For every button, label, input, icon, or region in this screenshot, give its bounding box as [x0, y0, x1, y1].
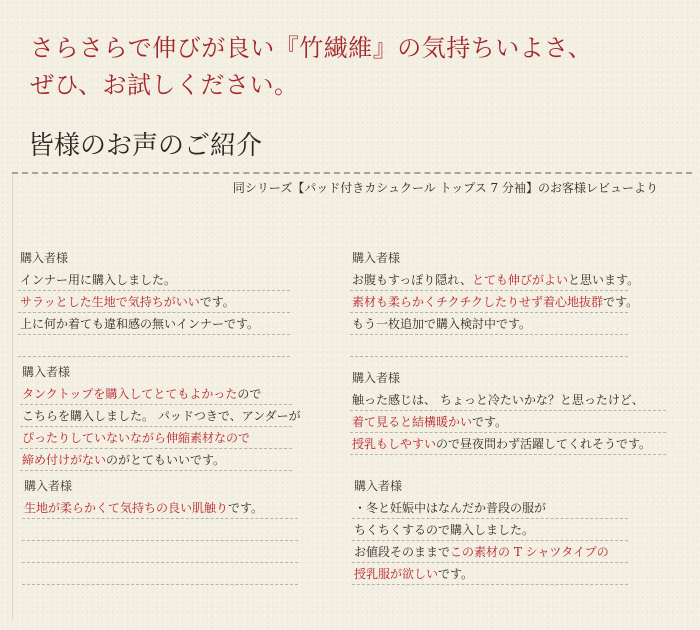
- headline-line-1: さらさらで伸びが良い『竹繊維』の気持ちいよさ、: [30, 34, 593, 62]
- review-text: [18, 270, 290, 357]
- page-frame-left: [12, 172, 13, 620]
- review-line: [350, 336, 628, 357]
- review-text-segment: 上に何か着ても違和感の無いインナーです。: [20, 317, 260, 331]
- review-line: [18, 292, 290, 313]
- review-text: [22, 498, 298, 585]
- review-line: [20, 384, 292, 405]
- headline-line-2: ぜひ、お試しください。: [30, 71, 299, 99]
- review-line: [18, 270, 290, 291]
- highlighted-text: ぴったりしていないながら伸縮素材なので: [22, 431, 251, 445]
- highlighted-text: 素材も柔らかくチクチクしたりせず着心地抜群: [352, 295, 604, 309]
- review-text-segment: インナー用に購入しました。: [20, 273, 177, 287]
- reviewer-name: 購入者様: [352, 251, 401, 265]
- review-text-segment: です。: [199, 295, 235, 309]
- review-line: [22, 498, 298, 519]
- headline: [30, 30, 592, 104]
- review-text-segment: です。: [472, 415, 508, 429]
- highlighted-text: 授乳もしやすい: [352, 437, 437, 451]
- review-text: [350, 390, 666, 455]
- review-line: [22, 542, 298, 563]
- review-text-segment: 触った感じは、 ちょっと冷たいかな？と思ったけど、: [352, 393, 644, 407]
- review-text-segment: ので: [237, 387, 262, 401]
- review-line: [350, 434, 666, 455]
- review-line: [350, 412, 666, 433]
- review-line: [350, 270, 640, 291]
- review-line: [22, 520, 298, 541]
- highlighted-text: 生地が柔らかくて気持ちの良い肌触り: [24, 501, 229, 515]
- highlighted-text: 着て見ると結構暖かい: [352, 415, 473, 429]
- source-note: 同シリーズ【パッド付きカシュクール トップス 7 分袖】のお客様レビューより: [232, 181, 658, 195]
- review-text-segment: です。: [603, 295, 639, 309]
- review-text-segment: もう一枚追加で購入検討中です。: [352, 317, 532, 331]
- review-line: [18, 314, 290, 335]
- review-text-segment: のがとてもいいです。: [106, 453, 226, 467]
- section-divider: [12, 172, 692, 174]
- review-line: [20, 406, 301, 427]
- review-line: [20, 450, 292, 471]
- review-text-segment: と思います。: [568, 273, 640, 287]
- review-card: [22, 476, 298, 585]
- review-line: [352, 564, 628, 585]
- review-line: [20, 428, 292, 449]
- review-card: [352, 476, 628, 585]
- review-text: [350, 270, 640, 357]
- reviewer-name: 購入者様: [22, 365, 71, 379]
- review-text-segment: お値段そのままで: [354, 545, 451, 559]
- highlighted-text: 締め付けがない: [22, 453, 107, 467]
- review-line: [352, 498, 628, 519]
- review-text-segment: こちらを購入しました。 パッドつきで、アンダーが: [22, 409, 301, 423]
- highlighted-text: この素材の T シャツタイプの: [450, 545, 609, 559]
- review-text-segment: ので昼夜問わず活躍してくれそうです。: [436, 437, 652, 451]
- reviewer-name: 購入者様: [20, 251, 69, 265]
- review-line: [18, 336, 290, 357]
- section-title: 皆様のお声のご紹介: [28, 131, 263, 161]
- review-text-segment: です。: [438, 567, 474, 581]
- review-line: [352, 520, 628, 541]
- review-line: [350, 314, 628, 335]
- review-card: [350, 248, 640, 357]
- review-line: [352, 542, 628, 563]
- review-card: [20, 362, 301, 471]
- review-text-segment: ・冬と妊娠中はなんだか普段の服が: [354, 501, 547, 515]
- highlighted-text: タンクトップを購入してとてもよかった: [22, 387, 238, 401]
- highlighted-text: 授乳服が欲しい: [354, 567, 439, 581]
- review-card: [18, 248, 290, 357]
- review-card: [350, 368, 666, 455]
- reviewer-name: 購入者様: [24, 479, 73, 493]
- highlighted-text: とても伸びがよい: [472, 273, 569, 287]
- reviewer-name: 購入者様: [354, 479, 403, 493]
- review-line: [350, 390, 666, 411]
- review-text-segment: ちくちくするので購入しました。: [354, 523, 535, 537]
- reviewer-name: 購入者様: [352, 371, 401, 385]
- review-text: [352, 498, 628, 585]
- review-line: [22, 564, 298, 585]
- review-text: [20, 384, 301, 471]
- review-text-segment: です。: [228, 501, 264, 515]
- review-line: [350, 292, 639, 313]
- highlighted-text: サラッとした生地で気持ちがいい: [20, 295, 200, 309]
- review-text-segment: お腹もすっぽり隠れ、: [352, 273, 473, 287]
